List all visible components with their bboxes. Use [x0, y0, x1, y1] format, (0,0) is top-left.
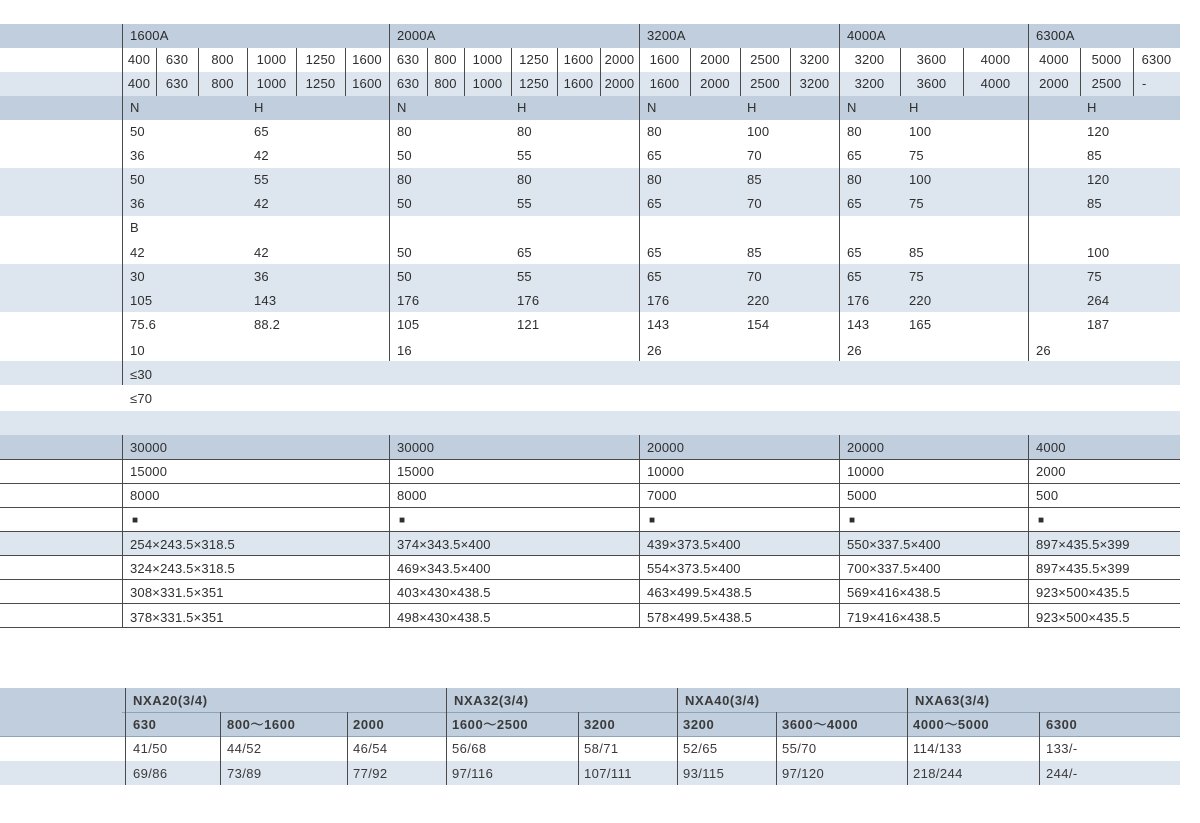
dimension-cell: 897×435.5×399 — [1036, 537, 1130, 552]
value-cell: 85 — [747, 172, 762, 187]
rating-cell: 2000 — [604, 52, 635, 67]
weight-cell: 69/86 — [133, 766, 168, 781]
value-cell: 36 — [130, 196, 145, 211]
group-header: 6300A — [1036, 28, 1075, 43]
value-cell: 100 — [909, 172, 932, 187]
table-row-band — [0, 168, 1180, 192]
rating-cell: 1000 — [256, 52, 287, 67]
rating-cell: 4000 — [980, 52, 1011, 67]
rating-cell: 5000 — [1091, 52, 1122, 67]
rating-cell: 2000 — [604, 76, 635, 91]
value-cell: 65 — [847, 148, 862, 163]
column-rule — [446, 688, 447, 785]
rating-cell: 6300 — [1141, 52, 1172, 67]
rating-cell: 400 — [127, 52, 151, 67]
dimension-cell: 374×343.5×400 — [397, 537, 491, 552]
table-row-band — [0, 264, 1180, 288]
rating-subheader: 2000 — [353, 717, 385, 732]
weight-cell: 218/244 — [913, 766, 963, 781]
sub-column-rule — [578, 712, 579, 785]
weight-cell: 114/133 — [913, 741, 962, 756]
life-cell: 500 — [1036, 488, 1059, 503]
value-cell: 65 — [847, 245, 862, 260]
type-label: N — [130, 100, 140, 115]
life-cell: 20000 — [847, 440, 885, 455]
marker-icon: ■ — [849, 515, 856, 526]
rating-cell: 2000 — [700, 76, 730, 91]
life-cell: 8000 — [397, 488, 427, 503]
value-cell: 220 — [909, 293, 932, 308]
row-rule — [0, 555, 1180, 556]
weight-cell: 97/120 — [782, 766, 825, 781]
value-cell: 36 — [130, 148, 145, 163]
type-label: H — [1087, 100, 1097, 115]
value-cell: 65 — [647, 269, 662, 284]
type-label: H — [747, 100, 757, 115]
value-cell: 154 — [747, 317, 770, 332]
sub-column-rule — [776, 712, 777, 785]
rating-cell: 630 — [396, 52, 420, 67]
value-cell: ≤30 — [130, 367, 153, 382]
rating-subheader: 3200 — [683, 717, 715, 732]
value-cell: 65 — [647, 148, 662, 163]
value-cell: 143 — [254, 293, 277, 308]
weight-cell: 107/111 — [584, 766, 632, 781]
value-cell: 100 — [1087, 245, 1110, 260]
weight-cell: 56/68 — [452, 741, 487, 756]
value-cell: 176 — [647, 293, 670, 308]
sub-column-rule — [347, 712, 348, 785]
rating-cell: 3600 — [916, 76, 947, 91]
life-cell: 30000 — [397, 440, 435, 455]
value-cell: 80 — [517, 172, 532, 187]
column-rule — [907, 688, 908, 785]
value-cell: 65 — [517, 245, 532, 260]
value-cell: 42 — [254, 148, 269, 163]
group-header: 1600A — [130, 28, 169, 43]
value-cell: 100 — [909, 124, 932, 139]
dimension-cell: 469×343.5×400 — [397, 561, 491, 576]
table-row-band — [0, 411, 1180, 435]
row-rule — [0, 579, 1180, 580]
rating-subheader: 4000～5000 — [913, 717, 990, 732]
table-row-band — [0, 96, 1180, 120]
value-cell: 16 — [397, 343, 412, 358]
rating-cell: 1000 — [472, 76, 503, 91]
table-row-band — [0, 192, 1180, 216]
value-cell: 80 — [397, 124, 412, 139]
rating-cell: 4000 — [1039, 52, 1069, 67]
rating-cell: 800 — [434, 52, 457, 67]
row-rule — [0, 627, 1180, 628]
rating-cell: 630 — [165, 76, 189, 91]
rating-cell: 1600 — [563, 76, 594, 91]
rating-cell: 630 — [165, 52, 189, 67]
life-cell: 15000 — [397, 464, 435, 479]
value-cell: 65 — [647, 245, 662, 260]
row-rule — [0, 603, 1180, 604]
weight-cell: 97/116 — [452, 766, 494, 781]
value-cell: 65 — [847, 196, 862, 211]
value-cell: 75 — [909, 196, 924, 211]
value-cell: 50 — [397, 269, 412, 284]
group-header: 4000A — [847, 28, 886, 43]
marker-icon: ■ — [132, 515, 139, 526]
value-cell: 80 — [847, 124, 862, 139]
life-cell: 10000 — [847, 464, 885, 479]
value-cell: 176 — [397, 293, 420, 308]
column-rule — [677, 688, 678, 785]
dimension-cell: 463×499.5×438.5 — [647, 585, 752, 600]
rating-subheader: 630 — [133, 717, 157, 732]
life-cell: 5000 — [847, 488, 877, 503]
value-cell: 120 — [1087, 124, 1110, 139]
value-cell: 80 — [647, 124, 662, 139]
value-cell: 42 — [130, 245, 145, 260]
rating-cell: 1250 — [519, 76, 549, 91]
rating-cell: 3200 — [854, 76, 885, 91]
value-cell: 85 — [1087, 148, 1102, 163]
row-rule — [0, 531, 1180, 532]
value-cell: 80 — [847, 172, 862, 187]
value-cell: 80 — [517, 124, 532, 139]
rating-cell: 1250 — [305, 76, 336, 91]
dimension-cell: 498×430×438.5 — [397, 610, 491, 625]
rating-cell: 800 — [434, 76, 457, 91]
type-label: H — [517, 100, 527, 115]
value-cell: 50 — [130, 124, 145, 139]
weight-cell: 52/65 — [683, 741, 718, 756]
value-cell: 55 — [517, 148, 532, 163]
value-cell: 30 — [130, 269, 145, 284]
value-cell: 55 — [517, 196, 532, 211]
rating-cell: 800 — [211, 52, 234, 67]
group-header: 3200A — [647, 28, 686, 43]
weight-cell: 58/71 — [584, 741, 619, 756]
value-cell: B — [130, 220, 139, 235]
value-cell: 70 — [747, 148, 762, 163]
rating-cell: 1600 — [649, 52, 680, 67]
weight-cell: 41/50 — [133, 741, 168, 756]
life-cell: 4000 — [1036, 440, 1066, 455]
weight-cell: 44/52 — [227, 741, 262, 756]
rating-cell: 630 — [396, 76, 420, 91]
rating-cell: 1600 — [352, 52, 382, 67]
value-cell: 85 — [747, 245, 762, 260]
value-cell: 176 — [847, 293, 870, 308]
dimension-cell: 897×435.5×399 — [1036, 561, 1130, 576]
type-label: N — [847, 100, 857, 115]
value-cell: 50 — [130, 172, 145, 187]
weight-cell: 244/- — [1046, 766, 1078, 781]
type-label: H — [909, 100, 919, 115]
rating-subheader: 3600～4000 — [782, 717, 859, 732]
rating-cell: 1600 — [563, 52, 594, 67]
weight-cell: 46/54 — [353, 741, 388, 756]
model-header: NXA32(3/4) — [454, 693, 529, 708]
value-cell: 187 — [1087, 317, 1110, 332]
rating-cell: 2500 — [750, 52, 780, 67]
rating-cell: 1600 — [649, 76, 680, 91]
value-cell: 70 — [747, 269, 762, 284]
column-rule — [839, 24, 840, 361]
rating-cell: 1600 — [352, 76, 382, 91]
value-cell: ≤70 — [130, 391, 153, 406]
value-cell: 26 — [1036, 343, 1051, 358]
value-cell: 65 — [847, 269, 862, 284]
weight-cell: 73/89 — [227, 766, 262, 781]
value-cell: 10 — [130, 343, 145, 358]
value-cell: 120 — [1087, 172, 1110, 187]
rating-cell: 3200 — [799, 52, 830, 67]
sub-column-rule — [1039, 712, 1040, 785]
value-cell: 88.2 — [254, 317, 281, 332]
value-cell: 80 — [397, 172, 412, 187]
value-cell: 220 — [747, 293, 770, 308]
life-cell: 10000 — [647, 464, 685, 479]
dimension-cell: 550×337.5×400 — [847, 537, 941, 552]
value-cell: 75 — [909, 269, 924, 284]
sub-column-rule — [220, 712, 221, 785]
rating-subheader: 6300 — [1046, 717, 1078, 732]
group-header: 2000A — [397, 28, 436, 43]
value-cell: 42 — [254, 196, 269, 211]
value-cell: 65 — [254, 124, 269, 139]
value-cell: 143 — [847, 317, 870, 332]
table-row-band — [0, 24, 1180, 48]
life-cell: 20000 — [647, 440, 685, 455]
rating-cell: - — [1142, 76, 1147, 91]
value-cell: 50 — [397, 196, 412, 211]
row-rule — [0, 459, 1180, 460]
value-cell: 75 — [909, 148, 924, 163]
value-cell: 75.6 — [130, 317, 157, 332]
rating-cell: 3600 — [916, 52, 947, 67]
rating-cell: 2500 — [1091, 76, 1122, 91]
value-cell: 100 — [747, 124, 770, 139]
value-cell: 143 — [647, 317, 670, 332]
value-cell: 55 — [254, 172, 269, 187]
value-cell: 105 — [130, 293, 153, 308]
dimension-cell: 719×416×438.5 — [847, 610, 941, 625]
value-cell: 85 — [909, 245, 924, 260]
value-cell: 36 — [254, 269, 269, 284]
rating-cell: 3200 — [854, 52, 885, 67]
dimension-cell: 569×416×438.5 — [847, 585, 941, 600]
rating-cell: 800 — [211, 76, 234, 91]
weight-cell: 133/- — [1046, 741, 1078, 756]
dimension-cell: 923×500×435.5 — [1036, 610, 1130, 625]
dimension-cell: 923×500×435.5 — [1036, 585, 1130, 600]
marker-icon: ■ — [1038, 515, 1045, 526]
row-rule — [0, 736, 1180, 737]
rating-subheader: 1600～2500 — [452, 717, 529, 732]
value-cell: 26 — [647, 343, 662, 358]
marker-icon: ■ — [649, 515, 656, 526]
value-cell: 55 — [517, 269, 532, 284]
rating-cell: 4000 — [980, 76, 1011, 91]
weight-cell: 77/92 — [353, 766, 388, 781]
column-rule — [1028, 24, 1029, 361]
marker-icon: ■ — [399, 515, 406, 526]
value-cell: 85 — [1087, 196, 1102, 211]
dimension-cell: 378×331.5×351 — [130, 610, 224, 625]
table-row-band — [0, 435, 1180, 459]
value-cell: 105 — [397, 317, 420, 332]
model-header: NXA40(3/4) — [685, 693, 760, 708]
column-rule — [125, 688, 126, 785]
type-label: H — [254, 100, 264, 115]
dimension-cell: 578×499.5×438.5 — [647, 610, 752, 625]
weight-cell: 93/115 — [683, 766, 725, 781]
rating-subheader: 3200 — [584, 717, 616, 732]
dimension-cell: 254×243.5×318.5 — [130, 537, 235, 552]
rating-cell: 400 — [127, 76, 151, 91]
life-cell: 2000 — [1036, 464, 1066, 479]
value-cell: 42 — [254, 245, 269, 260]
dimension-cell: 439×373.5×400 — [647, 537, 741, 552]
value-cell: 264 — [1087, 293, 1110, 308]
value-cell: 121 — [517, 317, 540, 332]
value-cell: 176 — [517, 293, 540, 308]
column-rule — [389, 24, 390, 361]
rating-subheader: 800～1600 — [227, 717, 296, 732]
rating-cell: 3200 — [799, 76, 830, 91]
rating-cell: 1250 — [519, 52, 549, 67]
row-rule — [122, 712, 1180, 713]
rating-cell: 2000 — [700, 52, 730, 67]
rating-cell: 1000 — [472, 52, 503, 67]
value-cell: 50 — [397, 148, 412, 163]
value-cell: 70 — [747, 196, 762, 211]
dimension-cell: 554×373.5×400 — [647, 561, 741, 576]
row-rule — [0, 507, 1180, 508]
life-cell: 30000 — [130, 440, 168, 455]
value-cell: 80 — [647, 172, 662, 187]
column-rule — [639, 24, 640, 361]
rating-cell: 1250 — [305, 52, 336, 67]
life-cell: 8000 — [130, 488, 160, 503]
rating-cell: 2000 — [1039, 76, 1069, 91]
dimension-cell: 324×243.5×318.5 — [130, 561, 235, 576]
weight-cell: 55/70 — [782, 741, 817, 756]
rating-cell: 2500 — [750, 76, 780, 91]
value-cell: 26 — [847, 343, 862, 358]
dimension-cell: 403×430×438.5 — [397, 585, 491, 600]
value-cell: 65 — [647, 196, 662, 211]
model-header: NXA20(3/4) — [133, 693, 208, 708]
dimension-cell: 308×331.5×351 — [130, 585, 224, 600]
table-row-band — [0, 361, 1180, 385]
rating-cell: 1000 — [256, 76, 287, 91]
value-cell: 75 — [1087, 269, 1102, 284]
type-label: N — [397, 100, 407, 115]
value-cell: 165 — [909, 317, 932, 332]
row-rule — [0, 483, 1180, 484]
life-cell: 15000 — [130, 464, 168, 479]
dimension-cell: 700×337.5×400 — [847, 561, 941, 576]
type-label: N — [647, 100, 657, 115]
value-cell: 50 — [397, 245, 412, 260]
table-row-band — [0, 288, 1180, 312]
life-cell: 7000 — [647, 488, 677, 503]
model-header: NXA63(3/4) — [915, 693, 990, 708]
